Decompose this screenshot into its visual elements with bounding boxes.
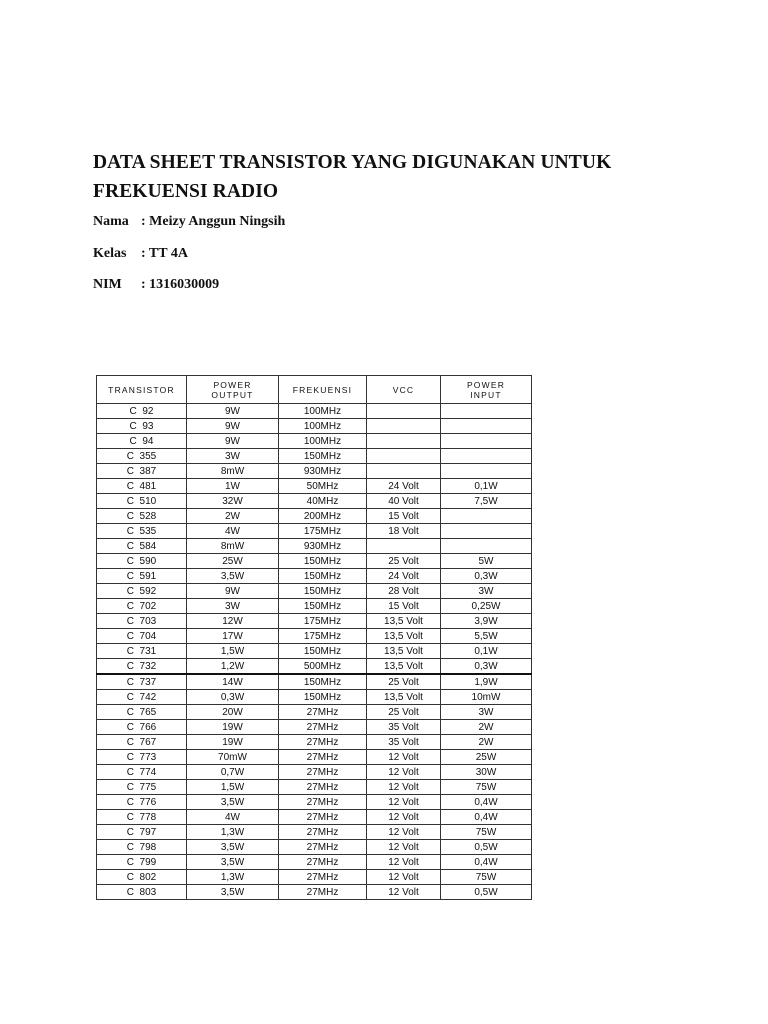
cell-power-output: 3,5W	[187, 795, 279, 810]
cell-vcc: 24 Volt	[367, 479, 441, 494]
cell-power-output: 19W	[187, 735, 279, 750]
cell-power-input: 3W	[441, 705, 532, 720]
cell-power-output: 0,3W	[187, 690, 279, 705]
cell-power-output: 20W	[187, 705, 279, 720]
cell-frekuensi: 500MHz	[279, 659, 367, 675]
cell-vcc: 25 Volt	[367, 674, 441, 690]
cell-transistor: C 591	[97, 569, 187, 584]
cell-power-input: 0,3W	[441, 569, 532, 584]
cell-power-output: 3,5W	[187, 840, 279, 855]
cell-transistor: C 737	[97, 674, 187, 690]
table-row	[97, 509, 532, 524]
cell-transistor: C 767	[97, 735, 187, 750]
table-row	[97, 614, 532, 629]
cell-power-input	[441, 434, 532, 449]
cell-power-output: 9W	[187, 584, 279, 599]
cell-power-input: 25W	[441, 750, 532, 765]
cell-frekuensi: 150MHz	[279, 569, 367, 584]
cell-frekuensi: 150MHz	[279, 449, 367, 464]
cell-power-input	[441, 449, 532, 464]
cell-power-input: 3,9W	[441, 614, 532, 629]
cell-transistor: C 775	[97, 780, 187, 795]
cell-vcc: 12 Volt	[367, 750, 441, 765]
cell-frekuensi: 27MHz	[279, 855, 367, 870]
cell-transistor: C 702	[97, 599, 187, 614]
cell-power-output: 70mW	[187, 750, 279, 765]
cell-power-output: 12W	[187, 614, 279, 629]
info-nama-value: : Meizy Anggun Ningsih	[141, 214, 286, 229]
cell-transistor: C 528	[97, 509, 187, 524]
info-nim-label: NIM	[93, 277, 122, 292]
cell-vcc: 12 Volt	[367, 780, 441, 795]
cell-frekuensi: 50MHz	[279, 479, 367, 494]
cell-frekuensi: 150MHz	[279, 690, 367, 705]
cell-vcc	[367, 464, 441, 479]
cell-vcc: 12 Volt	[367, 885, 441, 900]
cell-power-input	[441, 509, 532, 524]
cell-transistor: C 742	[97, 690, 187, 705]
cell-vcc	[367, 419, 441, 434]
cell-vcc: 13,5 Volt	[367, 629, 441, 644]
cell-vcc: 35 Volt	[367, 720, 441, 735]
table-row	[97, 404, 532, 419]
cell-power-input: 75W	[441, 780, 532, 795]
cell-vcc: 13,5 Volt	[367, 690, 441, 705]
cell-vcc	[367, 539, 441, 554]
document-title	[93, 148, 693, 206]
cell-power-input: 10mW	[441, 690, 532, 705]
table-row	[97, 720, 532, 735]
cell-vcc: 15 Volt	[367, 509, 441, 524]
info-nama	[93, 214, 285, 230]
cell-vcc: 24 Volt	[367, 569, 441, 584]
cell-power-output: 1W	[187, 479, 279, 494]
table-row	[97, 569, 532, 584]
cell-frekuensi: 150MHz	[279, 644, 367, 659]
cell-power-input: 5,5W	[441, 629, 532, 644]
cell-vcc: 15 Volt	[367, 599, 441, 614]
cell-frekuensi: 27MHz	[279, 840, 367, 855]
cell-power-output: 25W	[187, 554, 279, 569]
cell-power-input: 0,4W	[441, 810, 532, 825]
cell-transistor: C 584	[97, 539, 187, 554]
cell-frekuensi: 27MHz	[279, 720, 367, 735]
cell-transistor: C 778	[97, 810, 187, 825]
cell-power-input: 75W	[441, 825, 532, 840]
cell-vcc: 25 Volt	[367, 705, 441, 720]
cell-vcc	[367, 434, 441, 449]
cell-power-input: 3W	[441, 584, 532, 599]
cell-power-input: 5W	[441, 554, 532, 569]
info-kelas	[93, 246, 188, 262]
cell-vcc: 25 Volt	[367, 554, 441, 569]
cell-frekuensi: 27MHz	[279, 750, 367, 765]
cell-power-input: 0,1W	[441, 479, 532, 494]
cell-vcc: 35 Volt	[367, 735, 441, 750]
cell-power-output: 3,5W	[187, 885, 279, 900]
cell-vcc: 12 Volt	[367, 855, 441, 870]
cell-transistor: C 776	[97, 795, 187, 810]
cell-vcc: 13,5 Volt	[367, 659, 441, 675]
cell-power-input: 30W	[441, 765, 532, 780]
cell-power-output: 4W	[187, 810, 279, 825]
cell-frekuensi: 27MHz	[279, 765, 367, 780]
table-row	[97, 855, 532, 870]
header-power-output: POWER OUTPUT	[187, 376, 279, 404]
table-row	[97, 434, 532, 449]
cell-vcc: 12 Volt	[367, 795, 441, 810]
cell-power-input: 2W	[441, 735, 532, 750]
cell-transistor: C 766	[97, 720, 187, 735]
cell-vcc	[367, 404, 441, 419]
cell-frekuensi: 27MHz	[279, 885, 367, 900]
cell-frekuensi: 27MHz	[279, 870, 367, 885]
cell-frekuensi: 930MHz	[279, 539, 367, 554]
table-row	[97, 644, 532, 659]
cell-power-output: 32W	[187, 494, 279, 509]
cell-transistor: C 731	[97, 644, 187, 659]
cell-power-input: 75W	[441, 870, 532, 885]
cell-frekuensi: 200MHz	[279, 509, 367, 524]
cell-power-output: 4W	[187, 524, 279, 539]
table-row	[97, 674, 532, 690]
cell-vcc: 28 Volt	[367, 584, 441, 599]
cell-power-input	[441, 524, 532, 539]
cell-vcc: 40 Volt	[367, 494, 441, 509]
cell-vcc: 18 Volt	[367, 524, 441, 539]
cell-frekuensi: 27MHz	[279, 810, 367, 825]
cell-vcc: 12 Volt	[367, 810, 441, 825]
cell-power-output: 1,3W	[187, 825, 279, 840]
table-row	[97, 599, 532, 614]
cell-power-output: 9W	[187, 434, 279, 449]
cell-frekuensi: 100MHz	[279, 419, 367, 434]
table-row	[97, 795, 532, 810]
info-nim	[93, 277, 219, 293]
cell-transistor: C 92	[97, 404, 187, 419]
cell-transistor: C 481	[97, 479, 187, 494]
title-line-1: DATA SHEET TRANSISTOR YANG DIGUNAKAN UNTUK	[93, 152, 612, 173]
info-nim-value: : 1316030009	[141, 277, 220, 292]
cell-power-output: 1,5W	[187, 780, 279, 795]
table-row	[97, 825, 532, 840]
cell-power-output: 1,5W	[187, 644, 279, 659]
cell-frekuensi: 27MHz	[279, 825, 367, 840]
header-vcc: VCC	[367, 376, 441, 404]
cell-frekuensi: 100MHz	[279, 434, 367, 449]
table-header-row	[97, 376, 532, 404]
cell-frekuensi: 27MHz	[279, 705, 367, 720]
cell-transistor: C 93	[97, 419, 187, 434]
cell-frekuensi: 930MHz	[279, 464, 367, 479]
cell-transistor: C 798	[97, 840, 187, 855]
cell-power-input: 0,4W	[441, 795, 532, 810]
cell-frekuensi: 27MHz	[279, 735, 367, 750]
cell-transistor: C 590	[97, 554, 187, 569]
table-row	[97, 629, 532, 644]
table-row	[97, 810, 532, 825]
table-row	[97, 885, 532, 900]
cell-power-output: 8mW	[187, 539, 279, 554]
cell-transistor: C 765	[97, 705, 187, 720]
cell-transistor: C 773	[97, 750, 187, 765]
cell-power-output: 17W	[187, 629, 279, 644]
cell-vcc: 12 Volt	[367, 870, 441, 885]
cell-power-output: 19W	[187, 720, 279, 735]
cell-transistor: C 803	[97, 885, 187, 900]
table-row	[97, 419, 532, 434]
cell-frekuensi: 175MHz	[279, 524, 367, 539]
table-row	[97, 780, 532, 795]
datasheet-table	[96, 375, 532, 900]
cell-transistor: C 799	[97, 855, 187, 870]
table-row	[97, 659, 532, 675]
cell-transistor: C 535	[97, 524, 187, 539]
cell-transistor: C 802	[97, 870, 187, 885]
cell-frekuensi: 40MHz	[279, 494, 367, 509]
cell-power-output: 3,5W	[187, 569, 279, 584]
info-kelas-label: Kelas	[93, 246, 127, 261]
cell-vcc: 13,5 Volt	[367, 614, 441, 629]
cell-power-input	[441, 419, 532, 434]
cell-vcc: 12 Volt	[367, 840, 441, 855]
table-row	[97, 539, 532, 554]
cell-transistor: C 355	[97, 449, 187, 464]
cell-power-output: 3,5W	[187, 855, 279, 870]
header-transistor: TRANSISTOR	[97, 376, 187, 404]
cell-power-output: 1,3W	[187, 870, 279, 885]
cell-power-input: 0,5W	[441, 840, 532, 855]
cell-transistor: C 94	[97, 434, 187, 449]
table-row	[97, 735, 532, 750]
title-line-2: FREKUENSI RADIO	[93, 181, 279, 202]
cell-frekuensi: 27MHz	[279, 795, 367, 810]
cell-frekuensi: 175MHz	[279, 629, 367, 644]
cell-power-output: 3W	[187, 449, 279, 464]
table-row	[97, 705, 532, 720]
cell-power-output: 2W	[187, 509, 279, 524]
table-row	[97, 554, 532, 569]
cell-power-output: 9W	[187, 419, 279, 434]
header-frekuensi: FREKUENSI	[279, 376, 367, 404]
cell-power-output: 14W	[187, 674, 279, 690]
cell-power-output: 3W	[187, 599, 279, 614]
cell-transistor: C 703	[97, 614, 187, 629]
table-row	[97, 690, 532, 705]
cell-power-input	[441, 404, 532, 419]
cell-power-input: 0,3W	[441, 659, 532, 675]
cell-power-input: 7,5W	[441, 494, 532, 509]
cell-transistor: C 732	[97, 659, 187, 675]
cell-power-input: 2W	[441, 720, 532, 735]
table-row	[97, 524, 532, 539]
cell-frekuensi: 150MHz	[279, 584, 367, 599]
table-row	[97, 584, 532, 599]
cell-power-input: 0,25W	[441, 599, 532, 614]
header-power-input: POWER INPUT	[441, 376, 532, 404]
table-row	[97, 479, 532, 494]
cell-power-input: 0,5W	[441, 885, 532, 900]
info-kelas-value: : TT 4A	[141, 246, 188, 261]
cell-vcc	[367, 449, 441, 464]
cell-power-output: 8mW	[187, 464, 279, 479]
cell-power-input: 1,9W	[441, 674, 532, 690]
table-row	[97, 840, 532, 855]
cell-frekuensi: 150MHz	[279, 599, 367, 614]
cell-frekuensi: 100MHz	[279, 404, 367, 419]
table-row	[97, 765, 532, 780]
cell-vcc: 12 Volt	[367, 765, 441, 780]
cell-transistor: C 797	[97, 825, 187, 840]
table-row	[97, 464, 532, 479]
table-row	[97, 449, 532, 464]
table-row	[97, 494, 532, 509]
cell-transistor: C 774	[97, 765, 187, 780]
cell-power-output: 9W	[187, 404, 279, 419]
info-nama-label: Nama	[93, 214, 129, 229]
table-row	[97, 870, 532, 885]
table-body	[97, 404, 532, 900]
cell-vcc: 13,5 Volt	[367, 644, 441, 659]
cell-power-output: 1,2W	[187, 659, 279, 675]
cell-power-input: 0,4W	[441, 855, 532, 870]
cell-transistor: C 592	[97, 584, 187, 599]
cell-power-input: 0,1W	[441, 644, 532, 659]
cell-frekuensi: 27MHz	[279, 780, 367, 795]
datasheet-table-wrapper	[96, 375, 532, 900]
cell-frekuensi: 150MHz	[279, 674, 367, 690]
cell-power-input	[441, 539, 532, 554]
cell-transistor: C 387	[97, 464, 187, 479]
cell-vcc: 12 Volt	[367, 825, 441, 840]
cell-power-output: 0,7W	[187, 765, 279, 780]
cell-transistor: C 510	[97, 494, 187, 509]
cell-power-input	[441, 464, 532, 479]
cell-transistor: C 704	[97, 629, 187, 644]
cell-frekuensi: 150MHz	[279, 554, 367, 569]
cell-frekuensi: 175MHz	[279, 614, 367, 629]
table-row	[97, 750, 532, 765]
